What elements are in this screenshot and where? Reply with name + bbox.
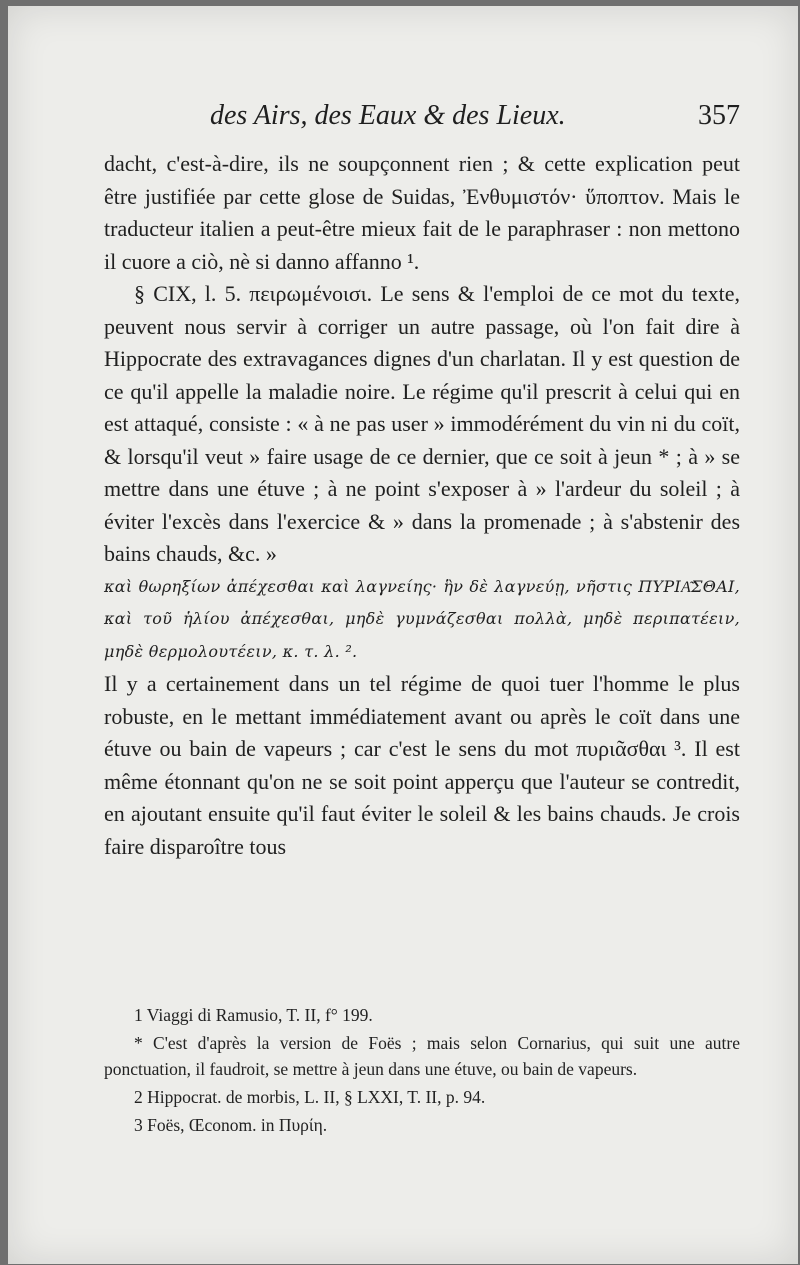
paragraph-section-cix: § CIX, l. 5. πειρωμένοισι. Le sens & l'emploi de ce mot du texte, peuvent nous servir à corriger un autre passage, où l'on fait dire à Hippocrate des extravagances dignes d'un charlatan. Il y est question de ce qu'il appelle la maladie noire. Le régime qu'il prescrit à celui qui en est attaqué, consiste : « à ne pas user » immodérément du vin ni du coït, & lorsqu'il veut » faire usage de ce dernier, que ce soit à jeun * ; à » se mettre dans une étuve ; à ne point s'exposer à » l'ardeur du soleil ; à éviter l'excès dans l'exercice & » dans la promenade ; à s'abstenir des bains chauds, &c. » [104, 281, 740, 566]
running-header [210, 100, 740, 140]
footnote-star: * C'est d'après la version de Foës ; mais selon Cornarius, qui suit une autre ponctuation, il faudroit, se mettre à jeun dans une étuve, ou bain de vapeurs. [104, 1033, 740, 1079]
footnote-2: 2 Hippocrat. de morbis, L. II, § LXXI, T. II, p. 94. [134, 1087, 486, 1107]
paragraph-continuation: dacht, c'est-à-dire, ils ne soupçonnent rien ; & cette explication peut être justifiée par cette glose de Suidas, Ἐνθυμιστόν· ὕποπτον. Mais le traducteur italien a peut-être mieux fait de le paraphraser : non mettono il cuore a ciò, nè si danno affanno ¹. [104, 151, 740, 274]
running-title: des Airs, des Eaux & des Lieux. [210, 100, 566, 131]
footnote-3: 3 Foës, Œconom. in Πυρίη. [134, 1115, 328, 1135]
paragraph-commentary: Il y a certainement dans un tel régime de quoi tuer l'homme le plus robuste, en le mettant immédiatement avant ou après le coït dans une étuve ou bain de vapeurs ; car c'est le sens du mot πυριᾶσθαι ³. Il est même étonnant qu'on ne se soit point apperçu que l'auteur se contredit, en ajoutant ensuite qu'il faut éviter le soleil & les bains chauds. Je crois faire disparoître tous [104, 671, 740, 859]
footnote-1: 1 Viaggi di Ramusio, T. II, f° 199. [134, 1005, 373, 1025]
footnotes [104, 1002, 740, 1140]
greek-quotation: καὶ θωρηξίων ἀπέχεσθαι καὶ λαγνείης· ἣν δὲ λαγνεύῃ, νῆστις ΠΥΡΙΑ͂ΣΘΑΙ, καὶ τοῦ ἡλίου ἀπέχεσθαι, μηδὲ γυμνάζεσθαι πολλὰ, μηδὲ περιπατέειν, μηδὲ θερμολουτέειν, κ. τ. λ. ². [104, 576, 740, 661]
main-text [104, 148, 740, 863]
page-number: 357 [698, 100, 740, 131]
